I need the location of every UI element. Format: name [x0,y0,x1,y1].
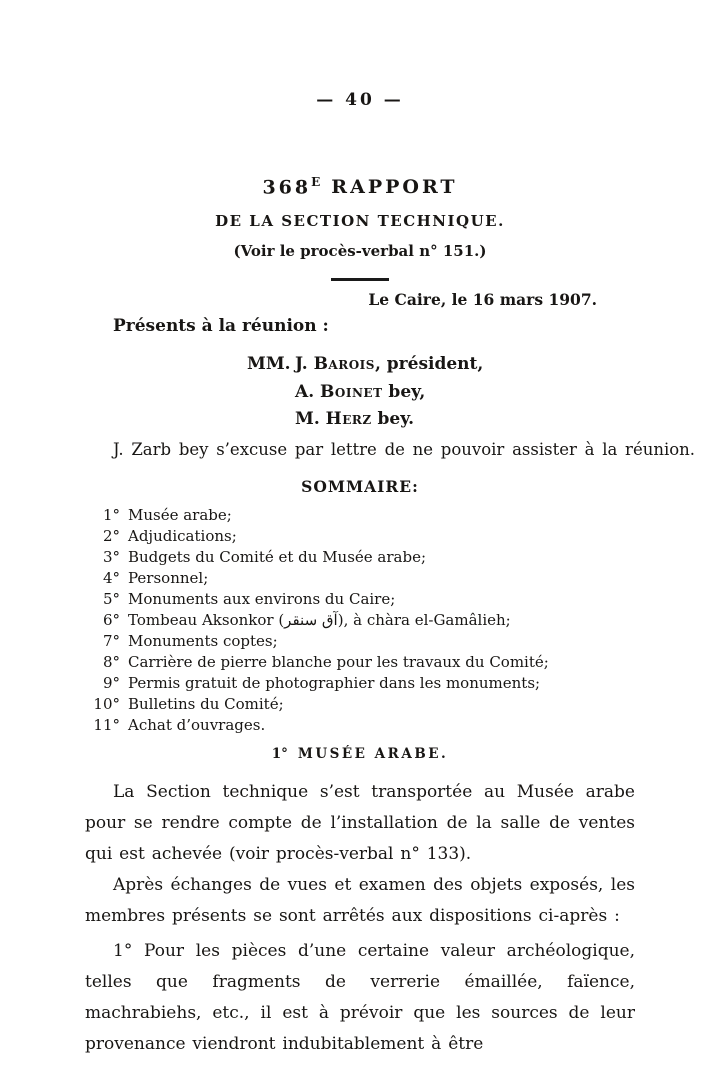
sommaire-item-label: Carrière de pierre blanche pour les travaux du Comité; [128,652,549,671]
sommaire-item [85,589,635,610]
sommaire-item [85,568,635,589]
sommaire-item [85,610,635,631]
sommaire-item [85,673,635,694]
sommaire-item-label: Achat d’ouvrages. [128,715,266,734]
section-title: MUSÉE ARABE. [297,745,449,762]
presents-label: Présents à la réunion : [113,316,329,337]
sommaire-item [85,505,635,526]
attendee-initials: J. [295,354,314,375]
body-paragraph: Après échanges de vues et examen des objets exposés, les membres présents se sont arrêtés aux dispositions ci-après : [85,874,635,926]
sommaire-item-label: Musée arabe; [128,505,232,524]
sommaire-item-number: 5° [102,589,120,608]
attendee-surname: Herz [325,409,372,430]
reference-note: (Voir le procès-verbal n° 151.) [233,242,487,261]
report-word: RAPPORT [331,176,458,199]
attendee-surname: Barois [313,354,375,375]
sommaire-item-number: 8° [102,652,120,671]
page-number: — 40 — [316,90,404,110]
sommaire-item-number: 6° [102,610,120,629]
attendee-row [247,351,635,379]
attendees-list [247,351,635,434]
sommaire-item-label: Adjudications; [128,526,237,545]
sommaire-item-number: 3° [102,547,120,566]
attendee-surname: Boinet [320,381,383,402]
sommaire-item-label: Monuments aux environs du Caire; [128,589,396,608]
excuse-line: J. Zarb bey s’excuse par lettre de ne pouvoir assister à la réunion. [113,439,696,459]
sommaire-item [85,547,635,568]
attendee-suffix: bey, [382,381,426,402]
sommaire-item-number: 7° [102,631,120,650]
sommaire-item-number: 4° [102,568,120,587]
attendee-row [247,379,635,407]
sommaire-item [85,631,635,652]
report-number: 368 [262,176,312,199]
sommaire-item-label: Personnel; [128,568,209,587]
divider-rule [331,278,389,281]
section-heading [85,746,635,763]
sommaire-item-label: Bulletins du Comité; [128,694,284,713]
page-content [85,90,696,1060]
sommaire-item [85,694,635,715]
attendee-initials: M. [295,409,326,430]
sommaire-item-number: 11° [93,715,120,734]
sommaire-heading: SOMMAIRE: [301,476,419,496]
dateline: Le Caire, le 16 mars 1907. [368,290,597,310]
sommaire-item [85,652,635,673]
attendee-row [247,406,635,434]
sommaire-list [85,505,635,736]
body-paragraph: 1° Pour les pièces d’une certaine valeur archéologique, telles que fragments de verrerie émaillée, faïence, machrabiehs, etc., il est à prévoir que les sources de leur provenance viendront indubitablement à être [85,940,635,1054]
sommaire-item-number: 9° [102,673,120,692]
attendee-initials: A. [295,381,321,402]
sommaire-item-label: Budgets du Comité et du Musée arabe; [128,547,427,566]
report-ordinal: E [311,175,322,189]
attendee-prefix: MM. [247,354,291,375]
sommaire-item [85,526,635,547]
sommaire-item-number: 10° [93,694,120,713]
sommaire-item-label: Monuments coptes; [128,631,278,650]
sommaire-item [85,715,635,736]
section-number: 1° [271,745,288,762]
sommaire-item-label: Tombeau Aksonkor (آق سنقر), à chàra el-Gamâlieh; [128,610,511,629]
sommaire-item-number: 1° [102,505,120,524]
sommaire-item-number: 2° [102,526,120,545]
attendee-suffix: bey. [371,409,415,430]
report-subtitle: DE LA SECTION TECHNIQUE. [215,212,505,231]
report-title [85,170,635,199]
body-paragraph: La Section technique s’est transportée au Musée arabe pour se rendre compte de l’installation de la salle de ventes qui est achevée (voir procès-verbal n° 133). [85,781,635,864]
attendee-suffix: , président, [374,354,484,375]
sommaire-item-label: Permis gratuit de photographier dans les monuments; [128,673,541,692]
